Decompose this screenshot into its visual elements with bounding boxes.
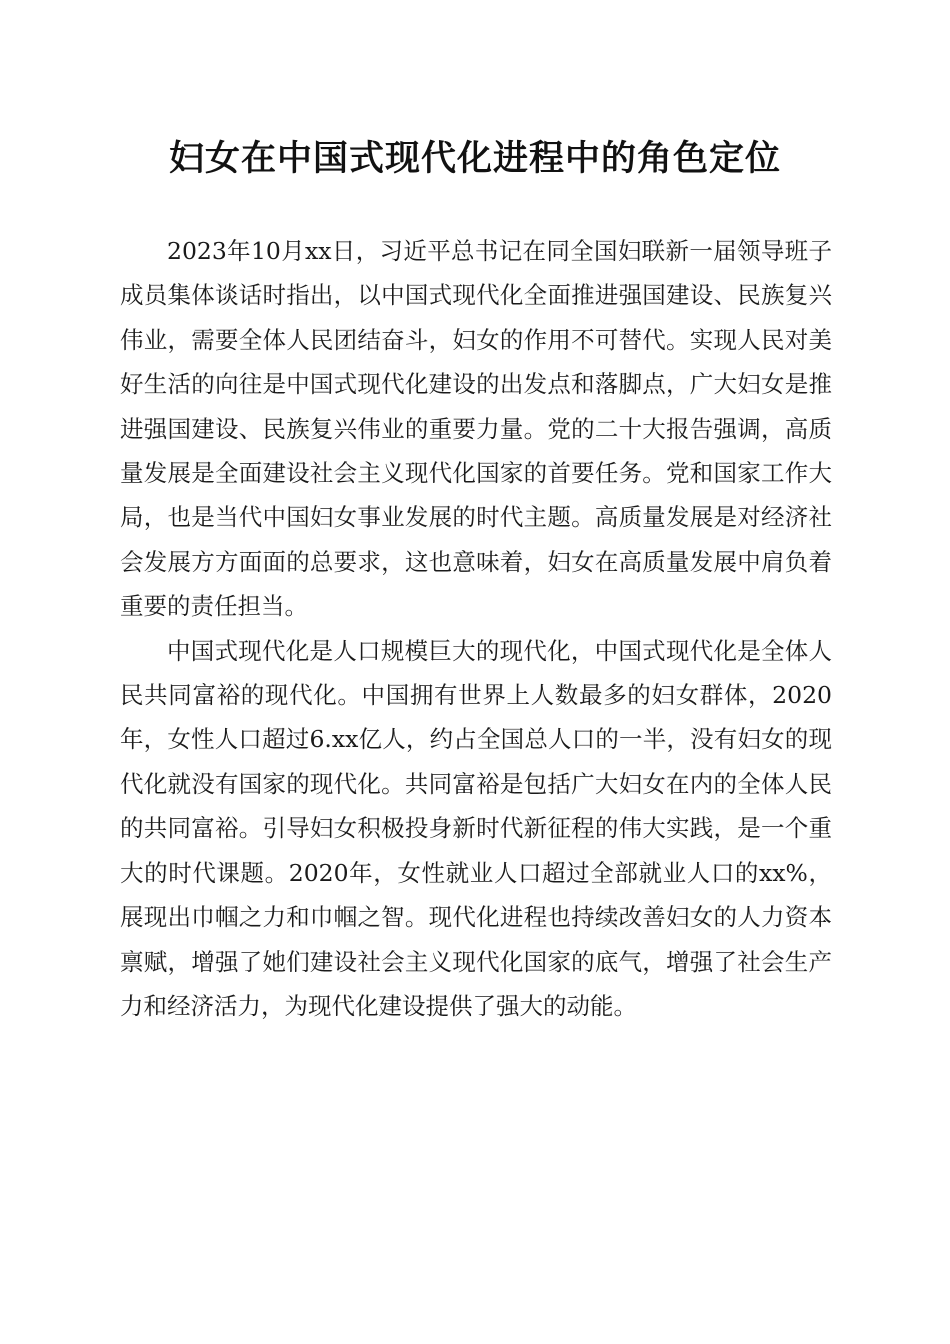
document-body [120,229,832,1028]
paragraph-1: 2023年10月xx日，习近平总书记在同全国妇联新一届领导班子成员集体谈话时指出，以中国式现代化全面推进强国建设、民族复兴伟业，需要全体人民团结奋斗，妇女的作用不可替代。实现人民对美好生活的向往是中国式现代化建设的出发点和落脚点，广大妇女是推进强国建设、民族复兴伟业的重要力量。党的二十大报告强调，高质量发展是全面建设社会主义现代化国家的首要任务。党和国家工作大局，也是当代中国妇女事业发展的时代主题。高质量发展是对经济社会发展方方面面的总要求，这也意味着，妇女在高质量发展中肩负着重要的责任担当。 [120,237,832,621]
paragraph-2: 中国式现代化是人口规模巨大的现代化，中国式现代化是全体人民共同富裕的现代化。中国拥有世界上人数最多的妇女群体，2020年，女性人口超过6.xx亿人，约占全国总人口的一半，没有妇女的现代化就没有国家的现代化。共同富裕是包括广大妇女在内的全体人民的共同富裕。引导妇女积极投身新时代新征程的伟大实践，是一个重大的时代课题。2020年，女性就业人口超过全部就业人口的xx%，展现出巾帼之力和巾帼之智。现代化进程也持续改善妇女的人力资本禀赋，增强了她们建设社会主义现代化国家的底气，增强了社会生产力和经济活力，为现代化建设提供了强大的动能。 [120,636,832,1020]
document-title: 妇女在中国式现代化进程中的角色定位 [168,138,781,179]
